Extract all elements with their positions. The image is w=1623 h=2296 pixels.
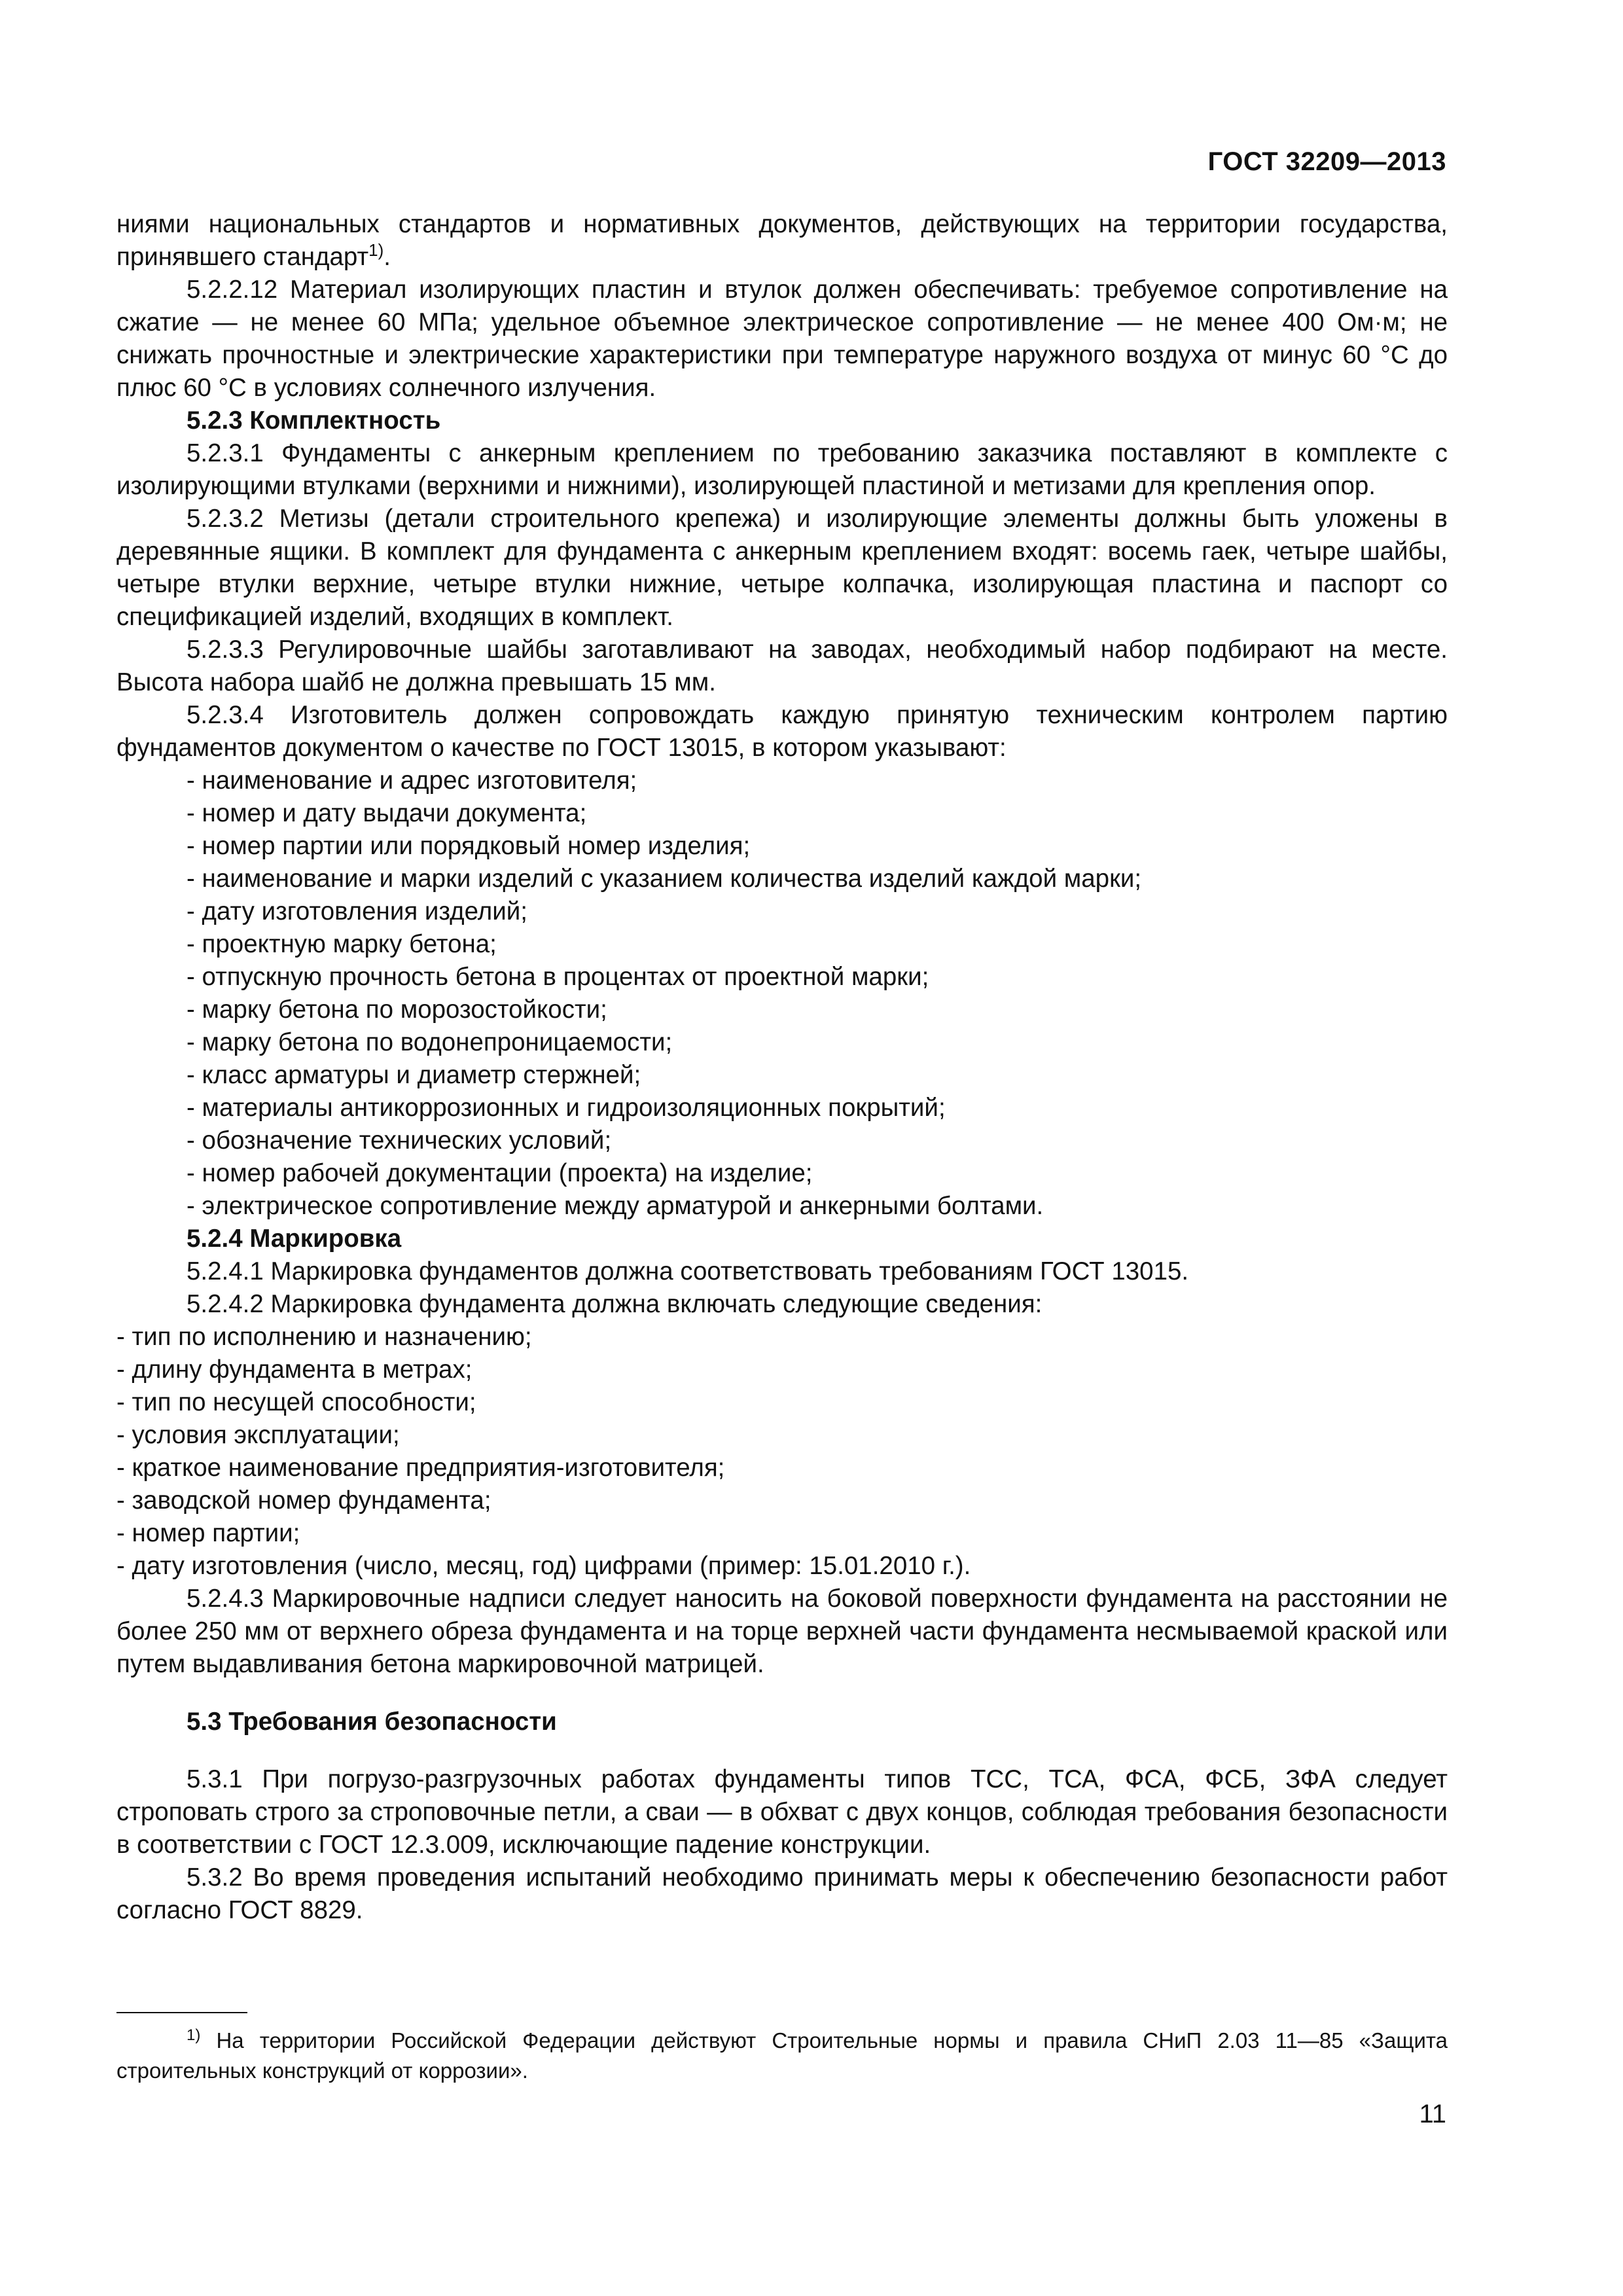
list-item: - номер партии или порядковый номер изделия; bbox=[187, 830, 1448, 863]
list-item: - номер рабочей документации (проекта) на изделие; bbox=[187, 1157, 1448, 1190]
clause-5-2-4-1: 5.2.4.1 Маркировка фундаментов должна соответствовать требованиям ГОСТ 13015. bbox=[187, 1257, 1189, 1285]
page-body bbox=[116, 208, 1448, 1927]
list-item: - обозначение технических условий; bbox=[187, 1124, 1448, 1157]
list-item: - электрическое сопротивление между арматурой и анкерными болтами. bbox=[187, 1190, 1448, 1223]
footnote-separator bbox=[116, 2012, 247, 2013]
footnote-marker: 1) bbox=[187, 2026, 201, 2044]
marking-info-list bbox=[116, 1321, 1448, 1583]
clause-5-3-1: 5.3.1 При погрузо-разгрузочных работах фундаменты типов ТСС, ТСА, ФСА, ФСБ, ЗФА следует строповать строго за строповочные петли, а сваи — в обхват с двух концов, соблюдая требования безопасности в соответствии с ГОСТ 12.3.009, исключающие падение конструкции. bbox=[116, 1765, 1448, 1859]
clause-5-2-3-4: 5.2.3.4 Изготовитель должен сопровождать каждую принятую техническим контролем партию фундаментов документом о качестве по ГОСТ 13015, в котором указывают: bbox=[116, 701, 1448, 762]
list-item: - тип по исполнению и назначению; bbox=[116, 1321, 1448, 1354]
list-item: - условия эксплуатации; bbox=[116, 1419, 1448, 1452]
list-item: - материалы антикоррозионных и гидроизоляционных покрытий; bbox=[187, 1092, 1448, 1124]
footnote-text: На территории Российской Федерации действуют Строительные нормы и правила СНиП 2.03 11—85 «Защита строительных конструкций от коррозии». bbox=[116, 2028, 1448, 2083]
document-code-header: ГОСТ 32209—2013 bbox=[1207, 147, 1446, 176]
section-heading-5-3: 5.3 Требования безопасности bbox=[187, 1708, 557, 1736]
list-item: - отпускную прочность бетона в процентах от проектной марки; bbox=[187, 961, 1448, 994]
footnote-reference: 1) bbox=[368, 240, 384, 260]
list-item: - заводской номер фундамента; bbox=[116, 1484, 1448, 1517]
clause-5-3-2: 5.3.2 Во время проведения испытаний необходимо принимать меры к обеспечению безопасности работ согласно ГОСТ 8829. bbox=[116, 1863, 1448, 1924]
continued-paragraph bbox=[116, 208, 1448, 274]
list-item: - номер и дату выдачи документа; bbox=[187, 797, 1448, 830]
list-item: - номер партии; bbox=[116, 1517, 1448, 1550]
footnote-body bbox=[116, 2026, 1448, 2086]
page-number: 11 bbox=[1419, 2100, 1446, 2128]
list-item: - марку бетона по морозостойкости; bbox=[187, 994, 1448, 1026]
clause-5-2-4-3: 5.2.4.3 Маркировочные надписи следует наносить на боковой поверхности фундамента на расстоянии не более 250 мм от верхнего обреза фундамента и на торце верхней части фундамента несмываемой краской или путем выдавливания бетона маркировочной матрицей. bbox=[116, 1585, 1448, 1678]
list-item: - проектную марку бетона; bbox=[187, 928, 1448, 961]
continued-paragraph-end: . bbox=[383, 243, 391, 271]
clause-5-2-3-3: 5.2.3.3 Регулировочные шайбы заготавливают на заводах, необходимый набор подбирают на месте. Высота набора шайб не должна превышать 15 мм. bbox=[116, 636, 1448, 696]
clause-5-2-3-2: 5.2.3.2 Метизы (детали строительного крепежа) и изолирующие элементы должны быть уложены в деревянные ящики. В комплект для фундамента с анкерным креплением входят: восемь гаек, четыре шайбы, четыре втулки верхние, четыре втулки нижние, четыре колпачка, изолирующая пластина и паспорт со спецификацией изделий, входящих в комплект. bbox=[116, 505, 1448, 631]
list-item: - наименование и марки изделий с указанием количества изделий каждой марки; bbox=[187, 863, 1448, 895]
clause-5-2-2-12: 5.2.2.12 Материал изолирующих пластин и втулок должен обеспечивать: требуемое сопротивление на сжатие — не менее 60 МПа; удельное объемное электрическое сопротивление — не менее 400 Ом·м; не снижать прочностные и электрические характеристики при температуре наружного воздуха от минус 60 °С до плюс 60 °С в условиях солнечного излучения. bbox=[116, 276, 1448, 402]
list-item: - краткое наименование предприятия-изготовителя; bbox=[116, 1452, 1448, 1484]
clause-5-2-3-1: 5.2.3.1 Фундаменты с анкерным креплением по требованию заказчика поставляют в комплекте с изолирующими втулками (верхними и нижними), изолирующей пластиной и метизами для крепления опор. bbox=[116, 439, 1448, 500]
list-item: - длину фундамента в метрах; bbox=[116, 1354, 1448, 1386]
list-item: - класс арматуры и диаметр стержней; bbox=[187, 1059, 1448, 1092]
list-item: - марку бетона по водонепроницаемости; bbox=[187, 1026, 1448, 1059]
list-item: - дату изготовления (число, месяц, год) цифрами (пример: 15.01.2010 г.). bbox=[116, 1550, 1448, 1583]
list-item: - наименование и адрес изготовителя; bbox=[187, 764, 1448, 797]
section-heading-5-2-4: 5.2.4 Маркировка bbox=[187, 1225, 402, 1253]
list-item: - тип по несущей способности; bbox=[116, 1386, 1448, 1419]
list-item: - дату изготовления изделий; bbox=[187, 895, 1448, 928]
footnote bbox=[116, 2026, 1448, 2086]
section-heading-5-2-3: 5.2.3 Комплектность bbox=[187, 406, 441, 435]
clause-5-2-4-2: 5.2.4.2 Маркировка фундамента должна включать следующие сведения: bbox=[187, 1290, 1043, 1318]
quality-document-list bbox=[116, 764, 1448, 1223]
continued-paragraph-text: ниями национальных стандартов и нормативных документов, действующих на территории государства, принявшего стандарт bbox=[116, 210, 1448, 271]
